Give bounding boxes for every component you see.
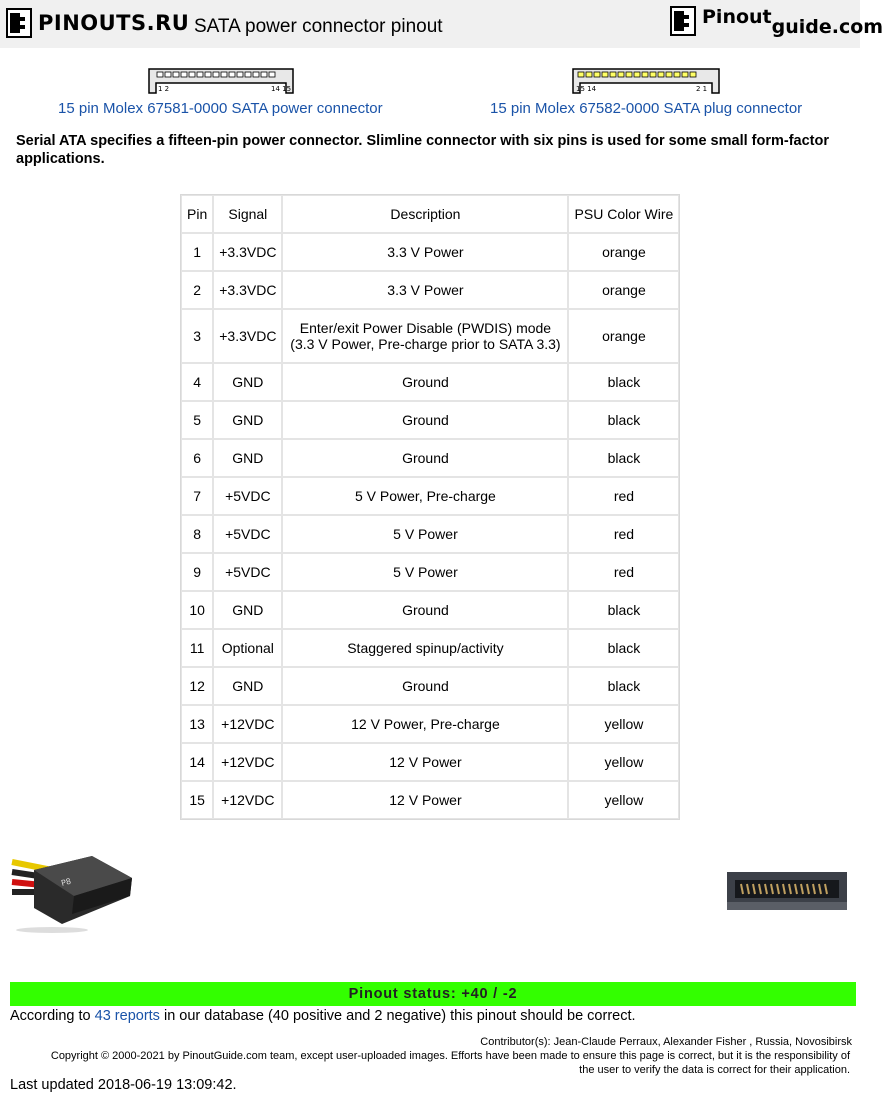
sata-power-connector-diagram (148, 68, 294, 94)
right-connector-pin-first: 15 14 (576, 85, 597, 93)
cell-signal: +5VDC (213, 515, 282, 553)
cell-description-line: (3.3 V Power, Pre-charge prior to SATA 3.3) (290, 336, 561, 352)
according-after: in our database (40 positive and 2 negative) this pinout should be correct. (159, 1008, 636, 1024)
copyright: Copyright © 2000-2021 by PinoutGuide.com team, except user-uploaded images. Efforts have been made to ensure this page is correct, but it is the responsibility of the user to verify the data is correct for their application. (50, 1050, 850, 1076)
left-connector-link[interactable]: 15 pin Molex 67581-0000 SATA power connector (58, 100, 383, 117)
cell-signal: +12VDC (213, 705, 282, 743)
table-header-row (181, 195, 679, 233)
cell-description: Ground (282, 667, 568, 705)
cell-description: Ground (282, 439, 568, 477)
sata-power-cable-photo (12, 852, 134, 934)
cell-pin: 6 (181, 439, 213, 477)
last-updated: Last updated 2018-06-19 13:09:42. (10, 1077, 237, 1093)
according-text (10, 1008, 636, 1024)
table-row (181, 233, 679, 271)
cell-signal: GND (213, 401, 282, 439)
cell-psu-color: red (568, 553, 679, 591)
cell-psu-color: yellow (568, 705, 679, 743)
cell-signal: GND (213, 439, 282, 477)
cell-psu-color: yellow (568, 743, 679, 781)
cell-pin: 14 (181, 743, 213, 781)
cell-pin: 10 (181, 591, 213, 629)
contributors: Contributor(s): Jean-Claude Perraux, Alexander Fisher , Russia, Novosibirsk (480, 1036, 852, 1048)
cell-signal: +3.3VDC (213, 309, 282, 363)
cell-description: 5 V Power (282, 553, 568, 591)
cell-pin: 5 (181, 401, 213, 439)
cell-description: Staggered spinup/activity (282, 629, 568, 667)
cell-description: Ground (282, 591, 568, 629)
according-before: According to (10, 1008, 95, 1024)
cell-description: 5 V Power, Pre-charge (282, 477, 568, 515)
pinoutguide-logo-icon (670, 6, 696, 36)
table-row (181, 743, 679, 781)
cell-signal: +12VDC (213, 781, 282, 819)
cell-psu-color: black (568, 401, 679, 439)
cell-psu-color: black (568, 667, 679, 705)
cell-description (282, 309, 568, 363)
cell-psu-color: red (568, 515, 679, 553)
cell-description: 3.3 V Power (282, 271, 568, 309)
cell-pin: 13 (181, 705, 213, 743)
table-row (181, 439, 679, 477)
table-row (181, 309, 679, 363)
cell-signal: GND (213, 591, 282, 629)
cell-psu-color: orange (568, 271, 679, 309)
cell-description: 12 V Power (282, 781, 568, 819)
cell-description: 12 V Power, Pre-charge (282, 705, 568, 743)
cell-pin: 4 (181, 363, 213, 401)
cell-pin: 8 (181, 515, 213, 553)
header-psu-color: PSU Color Wire (568, 195, 679, 233)
intro-text: Serial ATA specifies a fifteen-pin power connector. Slimline connector with six pins is used for some small form-factor applications. (16, 133, 829, 167)
table-row (181, 781, 679, 819)
cell-psu-color: black (568, 591, 679, 629)
right-connector-link[interactable]: 15 pin Molex 67582-0000 SATA plug connector (490, 100, 803, 117)
table-row (181, 363, 679, 401)
table-row (181, 271, 679, 309)
cell-psu-color: orange (568, 309, 679, 363)
header-description: Description (282, 195, 568, 233)
pinoutguide-logo-text-b: guide.com (771, 16, 883, 38)
pinoutguide-logo-text-a: Pinout (702, 6, 772, 28)
cell-psu-color: black (568, 629, 679, 667)
table-row (181, 515, 679, 553)
cell-psu-color: black (568, 363, 679, 401)
cell-psu-color: black (568, 439, 679, 477)
cell-signal: +5VDC (213, 477, 282, 515)
left-connector-pin-first: 1 2 (158, 85, 170, 93)
cell-pin: 3 (181, 309, 213, 363)
cell-signal: +3.3VDC (213, 271, 282, 309)
cell-pin: 15 (181, 781, 213, 819)
cell-signal: +5VDC (213, 553, 282, 591)
right-connector-pin-last: 2 1 (696, 85, 708, 93)
pinout-status-bar: Pinout status: +40 / -2 (10, 982, 856, 1006)
pinouts-ru-logo-text: PINOUTS.RU (38, 11, 190, 35)
table-row (181, 667, 679, 705)
cell-psu-color: orange (568, 233, 679, 271)
cell-signal: +12VDC (213, 743, 282, 781)
table-row (181, 591, 679, 629)
cell-description-line: Enter/exit Power Disable (PWDIS) mode (299, 320, 552, 336)
left-connector-pin-last: 14 15 (271, 85, 292, 93)
cell-description: 3.3 V Power (282, 233, 568, 271)
sata-plug-photo (727, 872, 847, 910)
pinout-table (180, 194, 680, 820)
cell-signal: GND (213, 363, 282, 401)
header (0, 0, 883, 48)
cell-description: 12 V Power (282, 743, 568, 781)
cell-pin: 9 (181, 553, 213, 591)
table-row (181, 401, 679, 439)
header-pin: Pin (181, 195, 213, 233)
reports-link[interactable]: 43 reports (94, 1008, 160, 1024)
cell-pin: 12 (181, 667, 213, 705)
table-row (181, 553, 679, 591)
cell-description: 5 V Power (282, 515, 568, 553)
cell-signal: +3.3VDC (213, 233, 282, 271)
header-signal: Signal (213, 195, 282, 233)
sata-plug-connector-diagram (572, 68, 720, 94)
table-row (181, 705, 679, 743)
cell-psu-color: yellow (568, 781, 679, 819)
page-title: SATA power connector pinout (194, 16, 443, 37)
cell-pin: 1 (181, 233, 213, 271)
cell-pin: 11 (181, 629, 213, 667)
cell-description: Ground (282, 401, 568, 439)
cell-description: Ground (282, 363, 568, 401)
cable-photo-label: P8 (60, 876, 73, 888)
cell-signal: Optional (213, 629, 282, 667)
pinouts-ru-logo[interactable] (6, 8, 189, 38)
pinouts-logo-icon (6, 8, 32, 38)
cell-pin: 2 (181, 271, 213, 309)
table-row (181, 629, 679, 667)
cell-pin: 7 (181, 477, 213, 515)
cell-signal: GND (213, 667, 282, 705)
pinoutguide-logo[interactable] (670, 6, 883, 38)
table-row (181, 477, 679, 515)
cell-psu-color: red (568, 477, 679, 515)
